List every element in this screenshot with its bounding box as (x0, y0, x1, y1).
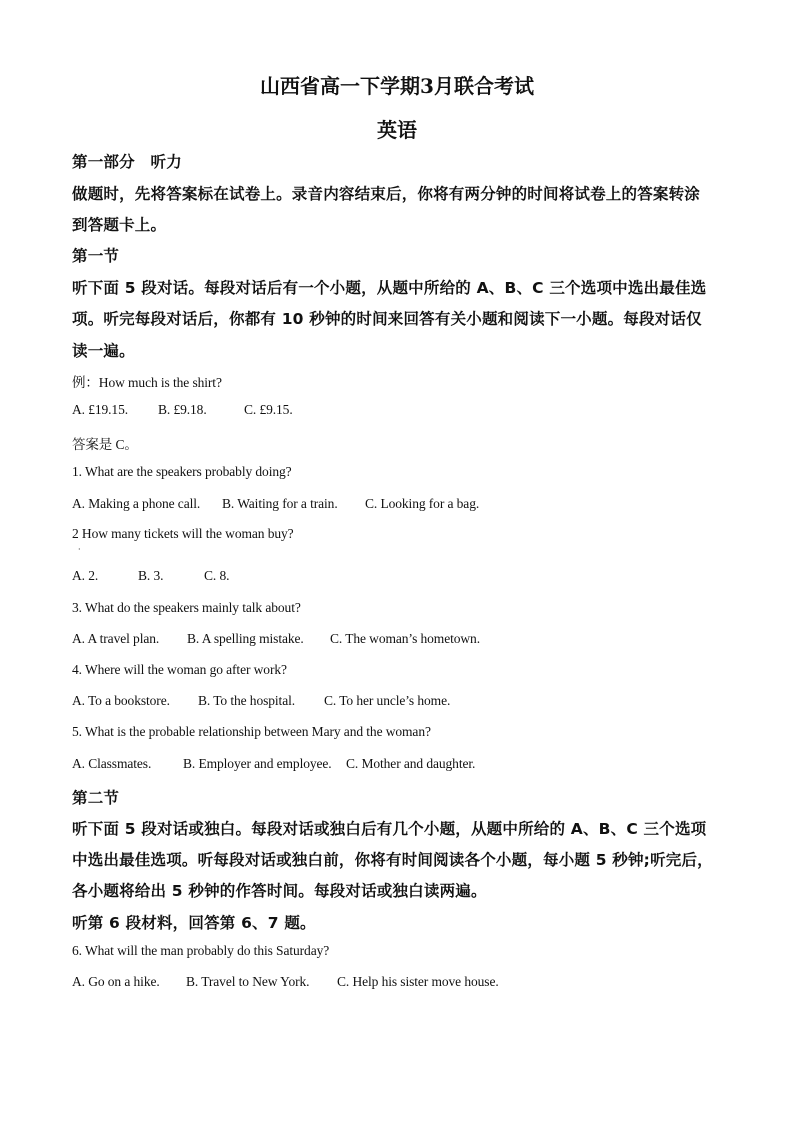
example-answer: 答案是 C。 (72, 437, 138, 452)
q1-option-a: A. Making a phone call. (72, 496, 201, 511)
q3-option-b: B. A spelling mistake. (187, 631, 304, 646)
section1-instructions-line2: 项。听完每段对话后，你都有 10 秒钟的时间来回答有关小题和阅读下一小题。每段对话仅 (72, 310, 702, 328)
question-6-options (72, 974, 499, 990)
q6-option-a: A. Go on a hike. (72, 974, 160, 989)
example-option-a: A. £19.15. (72, 402, 128, 417)
q2-option-a: A. 2. (72, 568, 99, 583)
section1-instructions-line1: 听下面 5 段对话。每段对话后有一个小题，从题中所给的 A、B、C 三个选项中选出最佳选 (72, 279, 707, 297)
q6-option-c: C. Help his sister move house. (337, 974, 499, 989)
question-4: 4. Where will the woman go after work? (72, 662, 287, 677)
q3-option-c: C. The woman’s hometown. (330, 631, 480, 646)
question-3: 3. What do the speakers mainly talk about? (72, 600, 301, 615)
q4-option-a: A. To a bookstore. (72, 693, 170, 708)
part1-heading: 第一部分 听力 (72, 153, 182, 171)
section2-instructions-line1: 听下面 5 段对话或独白。每段对话或独白后有几个小题，从题中所给的 A、B、C 三个选项 (72, 820, 707, 838)
q5-option-b: B. Employer and employee. (183, 756, 332, 771)
question-2-options (72, 568, 229, 584)
q2-option-c: C. 8. (204, 568, 230, 583)
example-option-c: C. £9.15. (244, 402, 293, 417)
stray-dot: · (78, 545, 81, 554)
q5-option-c: C. Mother and daughter. (346, 756, 476, 771)
exam-title: 山西省高一下学期3月联合考试 (260, 74, 534, 98)
section1-instructions-line3: 读一遍。 (72, 342, 135, 360)
q1-option-b: B. Waiting for a train. (222, 496, 338, 511)
question-5-options (72, 756, 475, 772)
q4-option-b: B. To the hospital. (198, 693, 296, 708)
question-3-options (72, 631, 480, 647)
part1-instructions-line1: 做题时，先将答案标在试卷上。录音内容结束后，你将有两分钟的时间将试卷上的答案转涂 (72, 185, 701, 203)
example-options (72, 402, 293, 418)
question-6: 6. What will the man probably do this Saturday? (72, 943, 330, 958)
example-question: 例：How much is the shirt? (72, 375, 222, 390)
section2-instructions-line2: 中选出最佳选项。听每段对话或独白前，你将有时间阅读各个小题，每小题 5 秒钟;听完后， (72, 851, 713, 869)
q5-option-a: A. Classmates. (72, 756, 152, 771)
part1-instructions-line2: 到答题卡上。 (72, 216, 167, 234)
question-1-options (72, 496, 479, 512)
material-note: 听第 6 段材料，回答第 6、7 题。 (72, 914, 316, 932)
q2-option-b: B. 3. (138, 568, 164, 583)
q6-option-b: B. Travel to New York. (186, 974, 310, 989)
section2-heading: 第二节 (72, 789, 120, 807)
section1-heading: 第一节 (72, 247, 120, 265)
exam-subject: 英语 (377, 118, 417, 142)
q4-option-c: C. To her uncle’s home. (324, 693, 451, 708)
example-option-b: B. £9.18. (158, 402, 207, 417)
q1-option-c: C. Looking for a bag. (365, 496, 480, 511)
section2-instructions-line3: 各小题将给出 5 秒钟的作答时间。每段对话或独白读两遍。 (72, 882, 487, 900)
question-1: 1. What are the speakers probably doing? (72, 464, 292, 479)
q3-option-a: A. A travel plan. (72, 631, 160, 646)
question-5: 5. What is the probable relationship between Mary and the woman? (72, 724, 431, 739)
question-2: 2 How many tickets will the woman buy? (72, 526, 294, 541)
question-4-options (72, 693, 450, 709)
